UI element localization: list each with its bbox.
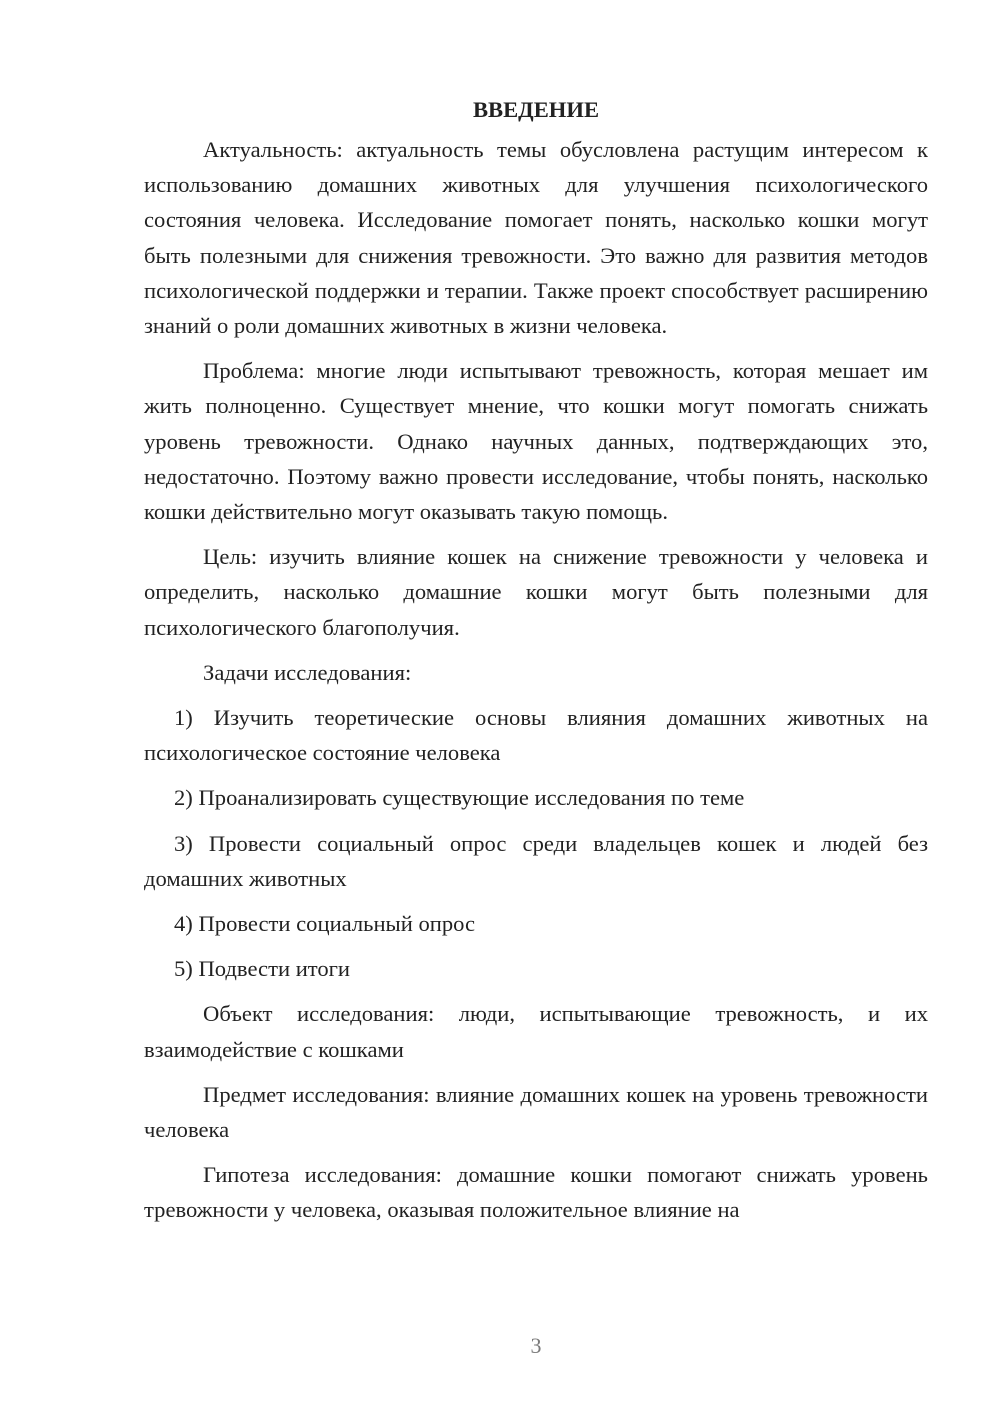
- page-number: 3: [530, 1333, 542, 1358]
- task-list-item: 5) Подвести итоги: [174, 956, 351, 982]
- task-list-item: 1) Изучить теоретические основы влияния домашних животных на психологическое состояние человека: [144, 705, 928, 766]
- hypothesis-paragraph: Гипотеза исследования: домашние кошки помогают снижать уровень тревожности у человека, оказывая положительное влияние на: [144, 1162, 928, 1223]
- page-title: ВВЕДЕНИЕ: [472, 97, 600, 122]
- object-paragraph: Объект исследования: люди, испытывающие тревожность, и их взаимодействие с кошками: [144, 1001, 928, 1062]
- relevance-paragraph: Актуальность: актуальность темы обусловлена растущим интересом к использованию домашних животных для улучшения психологического состояния человека. Исследование помогает понять, насколько кошки могут быть полезными для снижения тревожности. Это важно для развития методов психологической поддержки и терапии. Также проект способствует расширению знаний о роли домашних животных в жизни человека.: [144, 137, 928, 339]
- task-list-item: 2) Проанализировать существующие исследования по теме: [174, 785, 745, 811]
- page-content: [144, 92, 928, 1238]
- tasks-heading: Задачи исследования:: [203, 659, 412, 685]
- subject-paragraph: Предмет исследования: влияние домашних кошек на уровень тревожности человека: [144, 1081, 928, 1143]
- goal-paragraph: Цель: изучить влияние кошек на снижение тревожности у человека и определить, насколько домашние кошки могут быть полезными для психологического благополучия.: [144, 544, 928, 640]
- problem-paragraph: Проблема: многие люди испытывают тревожность, которая мешает им жить полноценно. Существует мнение, что кошки могут помогать снижать уровень тревожности. Однако научных данных, подтверждающих это, недостаточно. Поэтому важно провести исследование, чтобы понять, насколько кошки действительно могут оказывать такую помощь.: [144, 358, 928, 525]
- task-list-item: 4) Провести социальный опрос: [174, 911, 476, 937]
- task-list-item: 3) Провести социальный опрос среди владельцев кошек и людей без домашних животных: [144, 830, 928, 891]
